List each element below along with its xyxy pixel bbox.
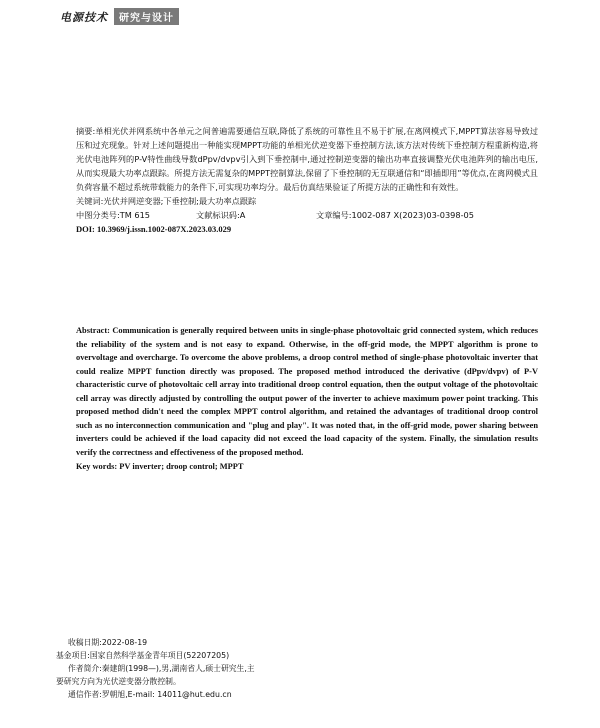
keywords-en-text: PV inverter; droop control; MPPT [119, 462, 244, 471]
clc-number: 中图分类号:TM 615 [76, 210, 150, 220]
page-header [60, 8, 179, 25]
journal-name: 电源技术 [60, 10, 108, 24]
author-info-line2: 要研究方向为光伏逆变器分散控制。 [56, 677, 181, 686]
abstract-cn-text: 单相光伏并网系统中各单元之间普遍需要通信互联,降低了系统的可靠性且不易于扩展,在离网模式下,MPPT算法容易导致过压和过充现象。针对上述问题提出一种能实现MPPT功能的单相光伏逆变器下垂控制方法,该方法对传统下垂控制方程重新构造,将光伏电池阵列的P-V特性曲线导数dPpv/dvpv引入到下垂控制中,通过控制逆变器的输出功率直接调整光伏电池阵列的输出电压,从而实现最大功率点跟踪。所提方法无需复杂的MPPT控制算法,保留了下垂控制的无互联通信和“即插即用”等优点,在离网模式且负荷容量不超过系统带载能力的条件下,可实现功率均分。最后仿真结果验证了所提方法的正确性和有效性。 [76, 126, 539, 192]
article-number: 文章编号:1002-087 X(2023)03-0398-05 [316, 210, 474, 220]
english-abstract-block [76, 324, 538, 474]
keywords-en [76, 460, 538, 474]
abstract-en-label: Abstract: [76, 326, 110, 335]
corresponding-author: 通信作者:罗朝旭,E-mail: 14011@hut.edu.cn [68, 690, 232, 699]
abstract-cn [76, 124, 538, 194]
abstract-en [76, 324, 538, 459]
abstract-cn-label: 摘要: [76, 126, 96, 136]
doi: DOI: 10.3969/j.issn.1002-087X.2023.03.029 [76, 224, 232, 234]
keywords-cn-label: 关键词: [76, 196, 104, 206]
chinese-abstract-block [76, 124, 538, 236]
fund-info: 基金项目:国家自然科学基金青年项目(52207205) [56, 651, 230, 660]
classification-row [76, 208, 538, 222]
keywords-en-label: Key words: [76, 462, 118, 471]
keywords-cn [76, 194, 538, 208]
abstract-en-text: Communication is generally required between units in single-phase photovoltaic grid connected system, which reduces the reliability of the system and is not easy to expand. Otherwise, in the off-grid mode, the MPPT algorithm is prone to overvoltage and overcharge. To overcome the above problems, a droop control method of single-phase photovoltaic inverter that could realize MPPT function directly was proposed. The proposed method introduced the derivative (dPpv/dvpv) of P-V characteristic curve of photovoltaic cell array into traditional droop control equation, then the output voltage of the photovoltaic cell array was directly adjusted by controlling the output power of the inverter to achieve maximum power point tracking. This proposed method didn't need the complex MPPT control algorithm, and retained the advantages of traditional droop control such as no interconnection communication and "plug and play". It was noted that, in the off-grid mode, power sharing between inverters could be achieved if the load capacity did not exceed the load capacity of the system. Finally, the simulation results verify the correctness and effectiveness of the proposed method. [76, 326, 538, 457]
section-tag: 研究与设计 [114, 8, 179, 25]
author-info-line1: 作者简介:秦建朗(1998—),男,湖南省人,硕士研究生,主 [68, 664, 255, 673]
footnotes [56, 636, 316, 701]
keywords-cn-text: 光伏并网逆变器;下垂控制;最大功率点跟踪 [103, 196, 257, 206]
document-code: 文献标识码:A [196, 210, 246, 220]
received-date: 收稿日期:2022-08-19 [68, 638, 148, 647]
